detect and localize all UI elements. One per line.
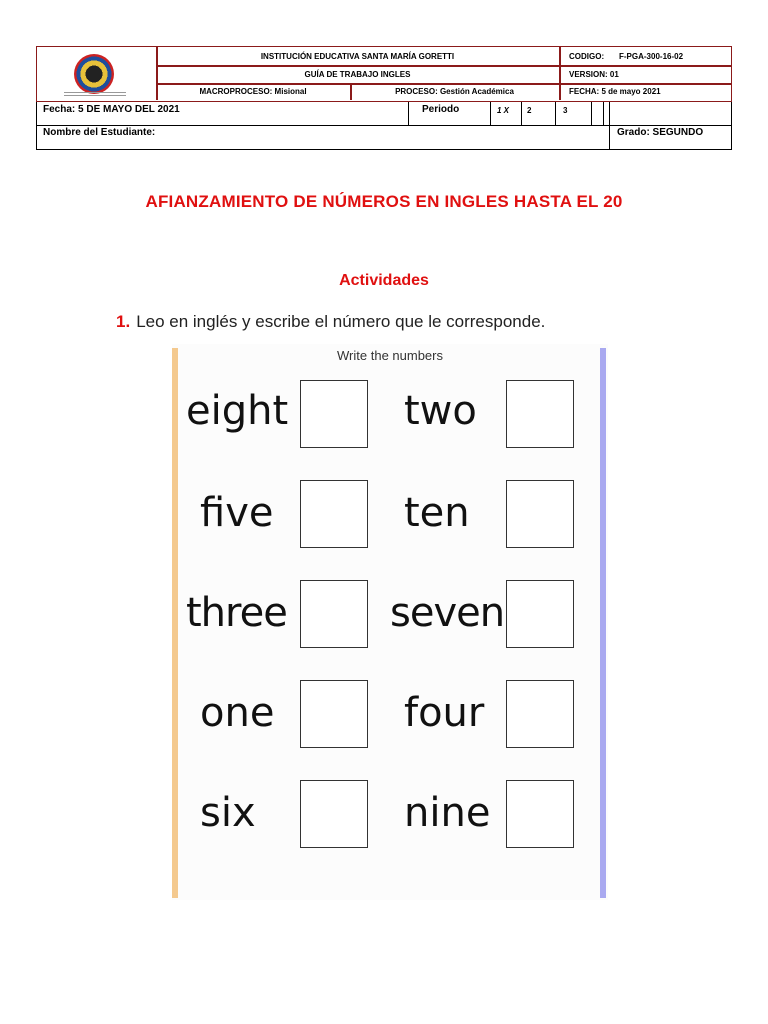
- periodo-option-1: 1 X: [497, 106, 510, 115]
- answer-box-three[interactable]: [300, 580, 368, 648]
- answer-box-two[interactable]: [506, 380, 574, 448]
- worksheet-right-border: [600, 348, 606, 898]
- word-five: five: [200, 490, 274, 536]
- school-logo: [74, 54, 114, 94]
- student-info-table: [36, 102, 732, 150]
- word-one: one: [200, 690, 275, 736]
- document-date: FECHA: 5 de mayo 2021: [569, 87, 661, 96]
- answer-box-eight[interactable]: [300, 380, 368, 448]
- answer-box-one[interactable]: [300, 680, 368, 748]
- activities-heading: Actividades: [339, 272, 429, 289]
- answer-box-five[interactable]: [300, 480, 368, 548]
- answer-box-seven[interactable]: [506, 580, 574, 648]
- word-ten: ten: [404, 490, 470, 536]
- grade-field: Grado: SEGUNDO: [617, 127, 704, 138]
- answer-box-six[interactable]: [300, 780, 368, 848]
- instruction-text: Leo en inglés y escribe el número que le corresponde.: [136, 312, 546, 331]
- word-two: two: [404, 388, 477, 434]
- answer-box-nine[interactable]: [506, 780, 574, 848]
- codigo-value: F-PGA-300-16-02: [619, 51, 684, 61]
- logo-caption: [60, 90, 130, 98]
- periodo-option-2: 2: [527, 106, 532, 115]
- fecha-field: Fecha: 5 DE MAYO DEL 2021: [43, 104, 180, 115]
- instruction: [116, 312, 545, 332]
- word-six: six: [200, 790, 256, 836]
- header-table: [36, 46, 732, 102]
- word-nine: nine: [404, 790, 491, 836]
- word-seven: seven: [390, 590, 505, 636]
- institution-name: INSTITUCIÓN EDUCATIVA SANTA MARÍA GORETTI: [260, 51, 455, 61]
- proceso: PROCESO: Gestión Académica: [395, 87, 514, 96]
- word-eight: eight: [186, 388, 289, 434]
- instruction-number: 1.: [116, 312, 131, 331]
- page-title: AFIANZAMIENTO DE NÚMEROS EN INGLES HASTA EL 20: [145, 192, 623, 211]
- worksheet-title: Write the numbers: [337, 348, 443, 363]
- answer-box-four[interactable]: [506, 680, 574, 748]
- version: VERSION: 01: [569, 69, 619, 79]
- answer-box-ten[interactable]: [506, 480, 574, 548]
- macroproceso: MACROPROCESO: Misional: [199, 87, 307, 96]
- codigo-label: CODIGO:: [569, 51, 605, 61]
- guide-title: GUÍA DE TRABAJO INGLES: [304, 69, 411, 79]
- periodo-label: Periodo: [422, 104, 460, 115]
- student-name-field: Nombre del Estudiante:: [43, 127, 156, 138]
- word-four: four: [404, 690, 485, 736]
- worksheet-left-border: [172, 348, 178, 898]
- periodo-option-3: 3: [563, 106, 568, 115]
- word-three: three: [186, 590, 287, 636]
